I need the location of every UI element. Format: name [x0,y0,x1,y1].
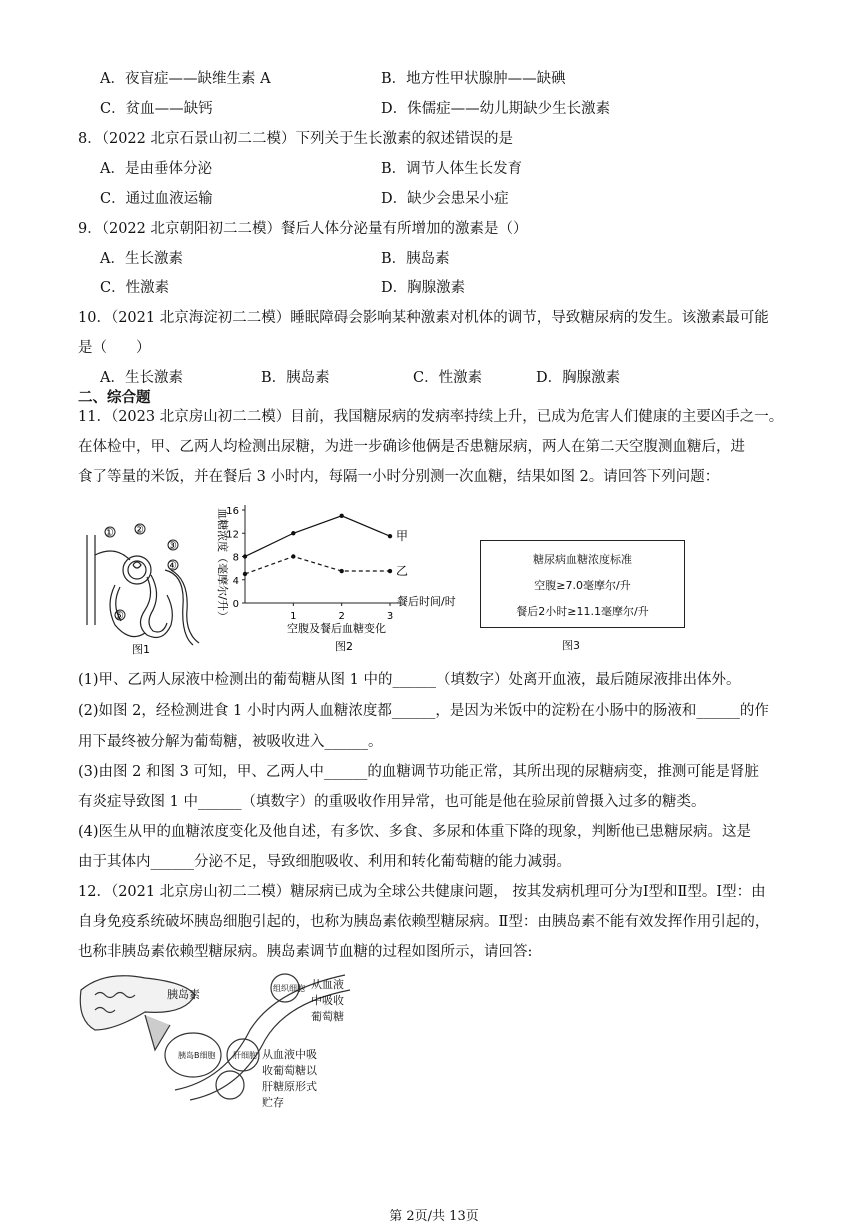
fig3-row1: 空腹≥7.0毫摩尔/升 [534,579,631,592]
q11-part1: (1)甲、乙两人尿液中检测出的葡萄糖从图 1 中的______（填数字）处离开血液，最后随尿液排出体外。 [78,672,741,688]
chart-axes [245,505,400,603]
fig1-label-1: ① [104,526,114,539]
chart-point [243,554,247,558]
chart-x-tick-label: 3 [386,611,394,622]
fig1-nephron-diagram [75,515,215,655]
q9-option-d: D．胸腺激素 [381,280,466,296]
page-footer: 第 2页/共 13页 [389,1209,479,1224]
fig3-caption: 图3 [562,639,580,652]
q10-stem-line2: 是（ ） [78,340,151,356]
fig3-criteria-box [480,540,685,628]
q9-option-c: C．性激素 [100,280,170,296]
q9-stem: 9．（2022 北京朝阳初二二模）餐后人体分泌量有所增加的激素是（） [78,221,528,237]
q7-option-a: A．夜盲症——缺维生素 A [100,71,271,87]
svg-text:从血液: 从血液 [311,978,344,991]
fig1-caption: 图1 [132,643,150,655]
chart-y-tick-label: 0 [232,599,239,610]
q11-line3: 食了等量的米饭，并在餐后 3 小时内，每隔一小时分别测一次血糖，结果如图 2。请回答下列问题： [78,469,720,485]
chart-x-ticks [290,603,393,622]
q12-islet-cell-label: 胰岛B细胞 [178,1051,216,1060]
svg-text:葡萄糖: 葡萄糖 [311,1010,344,1023]
q12-line2: 自身免疫系统破坏胰岛细胞引起的，也称为胰岛素依赖型糖尿病。Ⅱ型：由胰岛素不能有效发挥作用引起的， [78,914,770,930]
q11-line2: 在体检中，甲、乙两人均检测出尿糖，为进一步确诊他俩是否患糖尿病，两人在第二天空腹测血糖后，进 [78,439,745,455]
q11-part4-line2: 由于其体内______分泌不足，导致细胞吸收、利用和转化葡萄糖的能力减弱。 [78,854,571,870]
q11-part4-line1: (4)医生从甲的血糖浓度变化及他自述，有多饮、多食、多尿和体重下降的现象，判断他已患糖尿病。这是 [78,824,752,840]
svg-text:收葡萄糖以: 收葡萄糖以 [262,1064,317,1077]
fig1-label-5: ⑤ [114,609,124,622]
q11-part3-line1: (3)由图 2 和图 3 可知，甲、乙两人中______的血糖调节功能正常，其所出现的尿糖病变，推测可能是肾脏 [78,764,759,780]
svg-text:中吸收: 中吸收 [311,994,344,1007]
q11-part2-line2: 用下最终被分解为葡萄糖，被吸收进入______。 [78,734,383,750]
q10-stem-line1: 10．（2021 北京海淀初二二模）睡眠障碍会影响某种激素对机体的调节，导致糖尿病的发生。该激素最可能 [78,310,769,326]
fig1-label-2: ② [134,523,144,536]
chart-point [388,534,392,538]
section-title: 二、综合题 [78,389,151,406]
q10-option-b: B．胰岛素 [261,370,330,386]
chart-series-label-1: 甲 [396,529,409,544]
q12-note1 [311,977,344,1023]
chart-y-tick-label: 8 [232,552,239,564]
q12-insulin-label: 胰岛素 [167,988,200,1001]
q8-option-b: B．调节人体生长发育 [381,161,523,177]
chart-point [339,569,343,573]
chart-y-axis-label: 血糖浓度（毫摩尔/升） [216,508,229,622]
chart-point [291,531,295,535]
fig1-label-3: ③ [167,539,177,552]
q9-option-a: A．生长激素 [100,251,183,267]
fig3-row2: 餐后2小时≥11.1毫摩尔/升 [516,605,649,618]
chart-point [388,569,392,573]
q10-option-a: A．生长激素 [100,370,183,386]
chart-y-tick-label: 12 [226,529,239,541]
q12-target-cell-label: 组织细胞 [273,984,305,993]
q12-insulin-diagram [75,970,365,1110]
q12-line1: 12．（2021 北京房山初二二模）糖尿病已成为全球公共健康问题， 按其发病机理可分为Ⅰ型和Ⅱ型。Ⅰ型：由 [78,884,766,900]
chart-point [291,554,295,558]
chart-point [339,514,343,518]
chart-x-tick-label: 1 [290,611,297,622]
q8-option-d: D．缺少会患呆小症 [381,191,509,207]
svg-text:肝糖原形式: 肝糖原形式 [262,1080,317,1093]
chart-point [243,572,247,576]
fig1-label-4: ④ [167,559,177,572]
svg-text:从血液中吸: 从血液中吸 [262,1048,317,1061]
q8-option-c: C．通过血液运输 [100,191,213,207]
q7-option-c: C．贫血——缺钙 [100,101,213,117]
chart-x-axis-label: 餐后时间/时 [397,595,456,608]
fig2-subtitle: 空腹及餐后血糖变化 [287,622,386,635]
fig2-chart [205,495,475,655]
q9-option-b: B．胰岛素 [381,251,450,267]
chart-series-line-1 [245,516,390,557]
fig3-title: 糖尿病血糖浓度标准 [533,553,632,566]
fig2-caption: 图2 [335,640,353,653]
q11-line1: 11．（2023 北京房山初二二模）目前，我国糖尿病的发病率持续上升，已成为危害人们健康的主要凶手之一。 [78,409,784,425]
chart-y-tick-label: 4 [232,575,239,587]
q12-line3: 也称非胰岛素依赖型糖尿病。胰岛素调节血糖的过程如图所示，请回答: [78,944,533,960]
svg-text:贮存: 贮存 [262,1096,284,1109]
q8-stem: 8．（2022 北京石景山初二二模）下列关于生长激素的叙述错误的是 [78,131,513,147]
chart-series-label-2: 乙 [396,564,409,579]
chart-series [243,514,408,578]
q12-note2 [262,1047,318,1109]
q11-part3-line2: 有炎症导致图 1 中______（填数字）的重吸收作用异常，也可能是他在验尿前曾摄入过多的糖类。 [78,794,706,810]
q10-option-c: C．性激素 [413,370,483,386]
q12-liver-cell-label: 肝细胞 [233,1051,257,1060]
q10-option-d: D．胸腺激素 [536,370,621,386]
q8-option-a: A．是由垂体分泌 [100,161,212,177]
chart-y-tick-label: 16 [226,506,239,517]
q11-part2-line1: (2)如图 2，经检测进食 1 小时内两人血糖浓度都______，是因为米饭中的淀粉在小肠中的肠液和______的作 [78,703,769,719]
chart-x-tick-label: 2 [338,611,345,622]
q7-option-d: D．侏儒症——幼儿期缺少生长激素 [381,101,611,117]
chart-series-line-2 [245,557,390,574]
q7-option-b: B．地方性甲状腺肿——缺碘 [381,71,566,87]
